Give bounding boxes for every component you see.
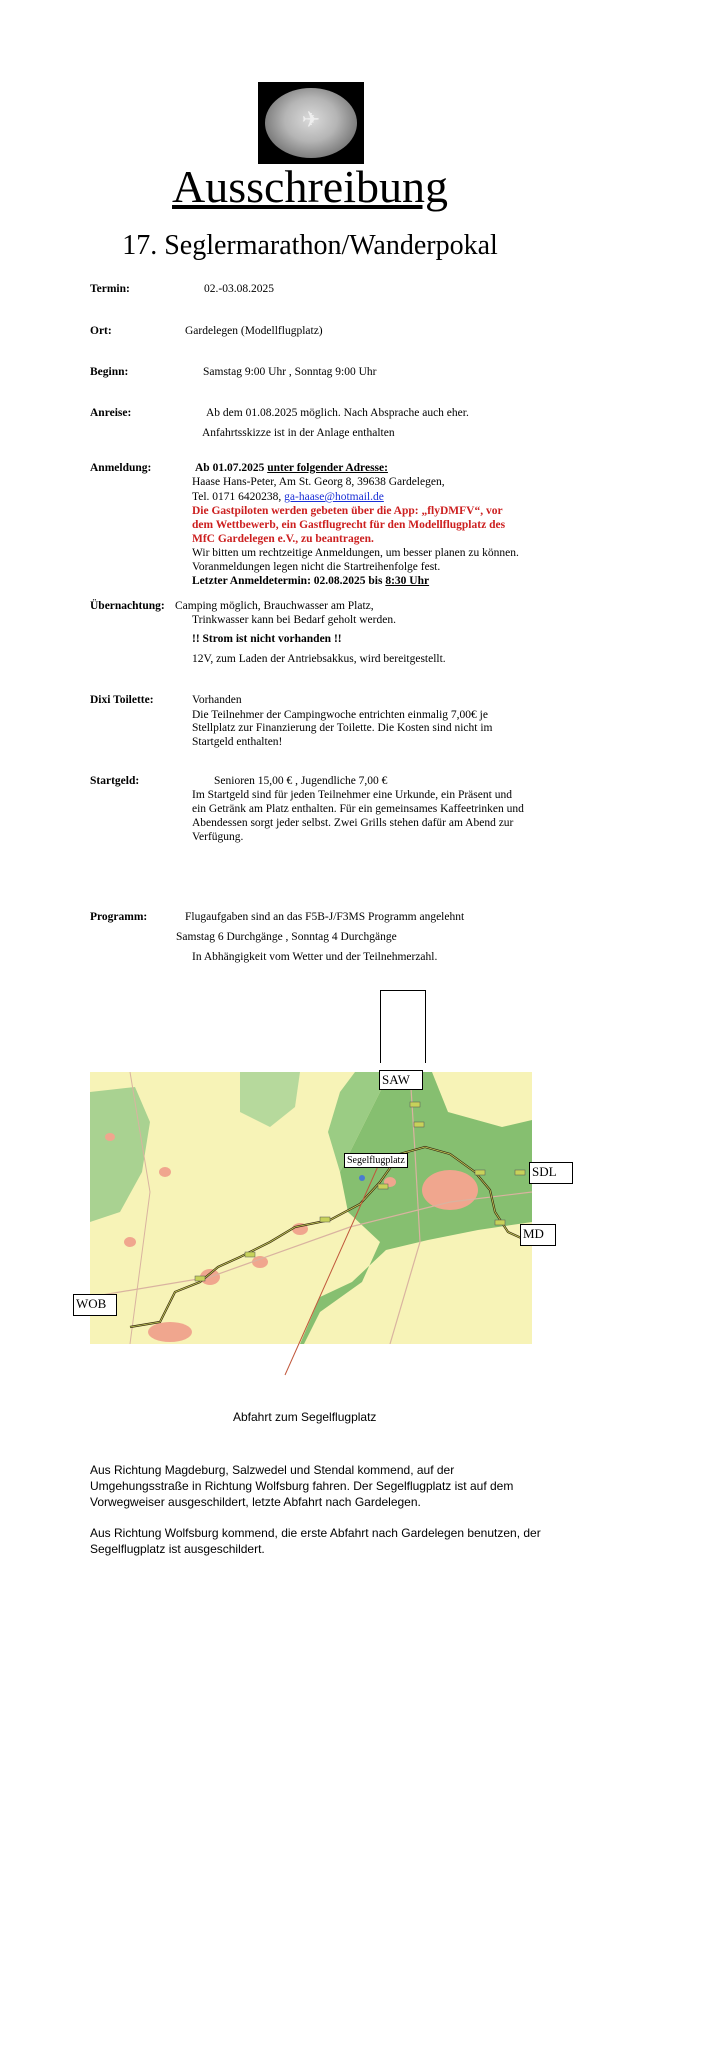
beginn-label: Beginn: (90, 366, 129, 378)
termin-label: Termin: (90, 283, 130, 295)
town-small-3 (105, 1133, 115, 1141)
anreise-line1: Ab dem 01.08.2025 möglich. Nach Absprache auch eher. (206, 407, 469, 419)
programm-line2: Samstag 6 Durchgänge , Sonntag 4 Durchgänge (176, 931, 397, 943)
anmeldung-email-link[interactable]: ga-haase@hotmail.de (284, 491, 384, 503)
programm-label: Programm: (90, 911, 148, 923)
map-label-wob: WOB (73, 1294, 117, 1316)
anmeldung-red-line3: MfC Gardelegen e.V., zu beantragen. (192, 533, 374, 545)
termin-value: 02.-03.08.2025 (204, 283, 274, 295)
programm-line3: In Abhängigkeit vom Wetter und der Teilnehmerzahl. (192, 951, 438, 963)
startgeld-line4: Abendessen sorgt jeder selbst. Zwei Grills stehen dafür am Abend zur (192, 817, 514, 829)
map-leader-line (280, 1155, 390, 1380)
anmeldung-red-line1: Die Gastpiloten werden gebeten über die App: „flyDMFV“, vor (192, 505, 503, 517)
club-logo (258, 82, 364, 164)
startgeld-line5: Verfügung. (192, 831, 244, 843)
anmeldung-address: Haase Hans-Peter, Am St. Georg 8, 39638 Gardelegen, (192, 476, 445, 488)
anmeldung-deadline-time: 8:30 Uhr (385, 575, 430, 587)
startgeld-line1: Senioren 15,00 € , Jugendliche 7,00 € (214, 775, 388, 787)
town-small-4 (124, 1237, 136, 1247)
anmeldung-date: Ab 01.07.2025 (195, 462, 265, 474)
route-marker-6 (414, 1122, 424, 1127)
anreise-line2: Anfahrtsskizze ist in der Anlage enthalten (202, 427, 395, 439)
club-logo-icon: ✈ (301, 108, 321, 133)
route-marker-8 (515, 1170, 525, 1175)
ort-label: Ort: (90, 325, 112, 337)
route-marker-9 (495, 1220, 505, 1225)
uebernachtung-line3: 12V, zum Laden der Antriebsakkus, wird bereitgestellt. (192, 653, 446, 665)
directions-para1-line2: Umgehungsstraße in Richtung Wolfsburg fahren. Der Segelflugplatz ist auf dem (90, 1479, 514, 1493)
route-marker-7 (475, 1170, 485, 1175)
town-wolfsburg (148, 1322, 192, 1342)
map-label-segelflugplatz: Segelflugplatz (344, 1153, 408, 1168)
anmeldung-phone: Tel. 0171 6420238, (192, 491, 282, 503)
dixi-line4: Startgeld enthalten! (192, 736, 283, 748)
anmeldung-deadline-label: Letzter Anmeldetermin: 02.08.2025 bis (192, 575, 383, 587)
ort-value: Gardelegen (Modellflugplatz) (185, 325, 323, 337)
route-marker-5 (410, 1102, 420, 1107)
page-subtitle: 17. Seglermarathon/Wanderpokal (122, 230, 498, 261)
dixi-line3: Stellplatz zur Finanzierung der Toilette. Die Kosten sind nicht im (192, 722, 493, 734)
anmeldung-label: Anmeldung: (90, 462, 152, 474)
anmeldung-red-line2: dem Wettbewerb, ein Gastflugrecht für den Modellflugplatz des (192, 519, 506, 531)
dixi-line1: Vorhanden (192, 694, 242, 706)
directions-para1-line1: Aus Richtung Magdeburg, Salzwedel und Stendal kommend, auf der (90, 1463, 455, 1477)
directions-para2 (90, 1525, 541, 1557)
directions-para1-line3: Vorwegweiser ausgeschildert, letzte Abfahrt nach Gardelegen. (90, 1495, 421, 1509)
map-leader-line-path (285, 1155, 383, 1375)
dixi-line2: Die Teilnehmer der Campingwoche entrichten einmalig 7,00€ je (192, 709, 488, 721)
route-marker-2 (245, 1252, 255, 1257)
directions-para2-line2: Segelflugplatz ist ausgeschildert. (90, 1542, 265, 1556)
startgeld-label: Startgeld: (90, 775, 140, 787)
anmeldung-note1: Wir bitten um rechtzeitige Anmeldungen, um besser planen zu können. (192, 547, 519, 559)
route-marker-1 (195, 1276, 205, 1281)
uebernachtung-warning: !! Strom ist nicht vorhanden !! (192, 633, 342, 645)
town-mid-2 (252, 1256, 268, 1268)
anmeldung-contact (192, 491, 384, 503)
beginn-value: Samstag 9:00 Uhr , Sonntag 9:00 Uhr (203, 366, 377, 378)
directions-para1 (90, 1462, 513, 1510)
startgeld-line2: Im Startgeld sind für jeden Teilnehmer eine Urkunde, ein Präsent und (192, 789, 512, 801)
map-label-md: MD (520, 1224, 556, 1246)
page-title: Ausschreibung (172, 161, 448, 212)
map-label-sdl: SDL (529, 1162, 573, 1184)
uebernachtung-line1: Camping möglich, Brauchwasser am Platz, (175, 600, 374, 612)
town-gardelegen (422, 1170, 478, 1210)
uebernachtung-line2: Trinkwasser kann bei Bedarf geholt werden. (192, 614, 396, 626)
anreise-label: Anreise: (90, 407, 132, 419)
anmeldung-note2: Voranmeldungen legen nicht die Startreihenfolge fest. (192, 561, 441, 573)
map-label-saw: SAW (379, 1070, 423, 1090)
empty-frame (380, 990, 426, 1063)
directions-para2-line1: Aus Richtung Wolfsburg kommend, die erste Abfahrt nach Gardelegen benutzen, der (90, 1526, 541, 1540)
anmeldung-deadline (192, 575, 429, 587)
uebernachtung-label: Übernachtung: (90, 600, 165, 612)
anmeldung-line-date (195, 462, 388, 474)
startgeld-line3: ein Getränk am Platz enthalten. Für ein gemeinsames Kaffeetrinken und (192, 803, 524, 815)
dixi-label: Dixi Toilette: (90, 694, 154, 706)
map-caption: Abfahrt zum Segelflugplatz (233, 1410, 377, 1424)
programm-line1: Flugaufgaben sind an das F5B-J/F3MS Programm angelehnt (185, 911, 465, 923)
anmeldung-address-heading: unter folgender Adresse: (267, 462, 388, 474)
town-small-2 (159, 1167, 171, 1177)
